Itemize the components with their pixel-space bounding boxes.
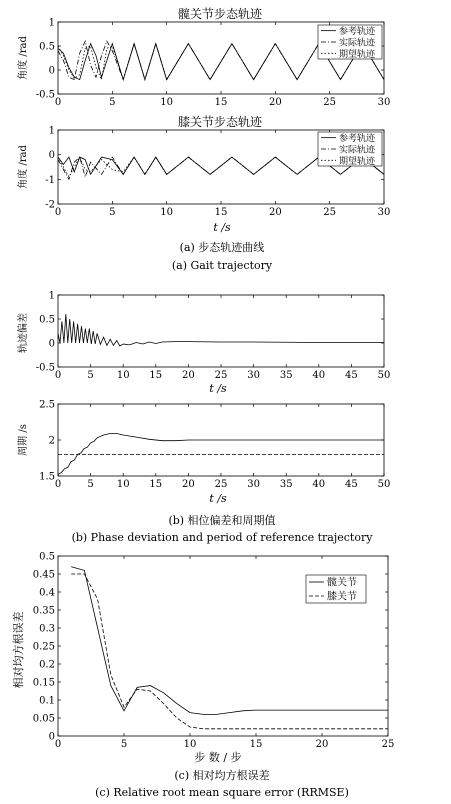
hip-y-tick-label: -0.5 <box>35 89 55 101</box>
phase-x-tick-label: 20 <box>182 370 195 381</box>
hip-x-tick-label: 20 <box>268 97 282 108</box>
rrmse-chart <box>11 552 394 765</box>
hip-chart-title: 髋关节步态轨迹 <box>177 7 263 21</box>
phase-x-tick-label: 10 <box>116 370 130 381</box>
caption-c-en: (c) Relative root mean square error (RRMSE) <box>95 786 349 799</box>
rrmse-y-tick-label: 0.5 <box>39 551 55 563</box>
period-y-tick-label: 2.5 <box>39 399 55 411</box>
hip-x-tick-label: 0 <box>54 97 62 108</box>
hip-y-axis-label: 角度 /rad <box>18 36 29 80</box>
knee-y-tick-label: -1 <box>45 174 55 186</box>
phase-y-tick-label: -0.5 <box>35 362 55 374</box>
rrmse-x-tick-label: 25 <box>381 739 395 750</box>
knee-legend-label: 期望轨迹 <box>339 156 376 167</box>
rrmse-y-tick-label: 0.1 <box>39 695 55 707</box>
knee-x-tick-label: 5 <box>109 207 116 218</box>
rrmse-y-tick-label: 0.4 <box>39 587 55 599</box>
phase-x-tick-label: 15 <box>149 370 163 381</box>
rrmse-y-tick-label: 0.25 <box>32 641 55 653</box>
period-x-axis-label: t /s <box>209 492 227 505</box>
knee-x-tick-label: 0 <box>54 207 62 218</box>
hip-x-tick-label: 5 <box>109 97 116 108</box>
knee-y-axis-label: 角度 /rad <box>18 145 29 189</box>
hip-trajectory-chart <box>16 6 390 108</box>
rrmse-y-tick-label: 0.05 <box>32 713 55 725</box>
period-x-tick-label: 0 <box>54 479 62 490</box>
phase-x-tick-label: 30 <box>247 370 260 381</box>
rrmse-y-tick-label: 0 <box>48 731 55 743</box>
hip-legend-label: 实际轨迹 <box>339 38 376 49</box>
hip-y-tick-label: 1 <box>48 17 55 29</box>
caption-a-en: (a) Gait trajectory <box>171 259 273 272</box>
knee-x-axis-label: t /s <box>213 221 231 234</box>
hip-legend-label: 参考轨迹 <box>339 27 376 38</box>
phase-series-line-1 <box>58 314 384 346</box>
rrmse-x-tick-label: 15 <box>249 739 263 750</box>
period-x-tick-label: 15 <box>149 479 163 490</box>
rrmse-y-tick-label: 0.35 <box>32 605 55 617</box>
knee-x-tick-label: 20 <box>268 207 282 218</box>
knee-legend-label: 参考轨迹 <box>339 134 376 145</box>
phase-x-tick-label: 35 <box>279 370 293 381</box>
period-chart <box>16 400 390 506</box>
phase-x-tick-label: 40 <box>312 370 326 381</box>
phase-y-axis-label: 轨迹偏差 <box>18 313 29 353</box>
knee-x-tick-label: 10 <box>160 207 174 218</box>
hip-y-tick-label: 0.5 <box>39 41 55 53</box>
phase-y-tick-label: 0.5 <box>39 314 55 326</box>
knee-y-tick-label: 1 <box>48 125 55 137</box>
knee-x-tick-label: 15 <box>214 207 228 218</box>
period-x-tick-label: 45 <box>345 479 358 490</box>
period-y-axis-label: 周期 /s <box>18 424 29 456</box>
rrmse-x-tick-label: 20 <box>315 739 329 750</box>
knee-x-tick-label: 30 <box>377 207 391 218</box>
rrmse-y-axis-label: 相对均方根误差 <box>12 611 25 689</box>
period-y-tick-label: 1.5 <box>39 471 55 483</box>
rrmse-x-tick-label: 0 <box>54 739 62 750</box>
period-x-tick-label: 20 <box>182 479 195 490</box>
rrmse-legend-label: 膝关节 <box>327 591 357 603</box>
knee-legend-label: 实际轨迹 <box>339 145 376 156</box>
rrmse-x-axis-label: 步 数 / 步 <box>194 751 242 764</box>
phase-x-tick-label: 0 <box>54 370 62 381</box>
rrmse-y-tick-label: 0.45 <box>32 569 55 581</box>
phase-x-tick-label: 5 <box>87 370 94 381</box>
phase-x-tick-label: 50 <box>377 370 391 381</box>
period-x-tick-label: 5 <box>87 479 94 490</box>
phase-deviation-chart <box>16 291 390 396</box>
caption-b: (b) 相位偏差和周期值 <box>168 514 276 527</box>
rrmse-y-tick-label: 0.2 <box>39 659 55 671</box>
rrmse-x-tick-label: 10 <box>183 739 197 750</box>
knee-trajectory-chart <box>16 114 390 234</box>
period-x-tick-label: 35 <box>279 479 293 490</box>
hip-legend-label: 期望轨迹 <box>339 49 376 60</box>
hip-x-tick-label: 15 <box>214 97 228 108</box>
hip-x-tick-label: 25 <box>323 97 337 108</box>
caption-a-cn: (a) 步态轨迹曲线 <box>179 241 265 254</box>
rrmse-legend-label: 髋关节 <box>327 577 357 589</box>
knee-y-tick-label: 0 <box>48 150 55 162</box>
rrmse-y-tick-label: 0.3 <box>39 623 55 635</box>
phase-x-axis-label: t /s <box>209 382 227 395</box>
knee-y-tick-label: -2 <box>45 199 55 211</box>
period-x-tick-label: 50 <box>377 479 391 490</box>
hip-y-tick-label: 0 <box>48 65 55 77</box>
knee-chart-title: 膝关节步态轨迹 <box>177 115 263 129</box>
phase-x-tick-label: 25 <box>214 370 228 381</box>
phase-y-tick-label: 1 <box>48 290 55 302</box>
rrmse-x-tick-label: 5 <box>120 739 128 750</box>
rrmse-y-tick-label: 0.15 <box>32 677 55 689</box>
period-x-tick-label: 30 <box>247 479 260 490</box>
period-x-tick-label: 40 <box>312 479 326 490</box>
hip-x-tick-label: 10 <box>160 97 174 108</box>
caption-b-en: (b) Phase deviation and period of reference trajectory <box>71 531 373 544</box>
period-x-tick-label: 10 <box>116 479 130 490</box>
period-y-tick-label: 2 <box>48 435 55 447</box>
caption-c-cn: (c) 相对均方根误差 <box>174 769 270 782</box>
knee-x-tick-label: 25 <box>323 207 337 218</box>
hip-x-tick-label: 30 <box>377 97 391 108</box>
phase-plot-frame <box>58 295 384 367</box>
phase-y-tick-label: 0 <box>48 338 55 350</box>
period-x-tick-label: 25 <box>214 479 228 490</box>
phase-x-tick-label: 45 <box>345 370 358 381</box>
